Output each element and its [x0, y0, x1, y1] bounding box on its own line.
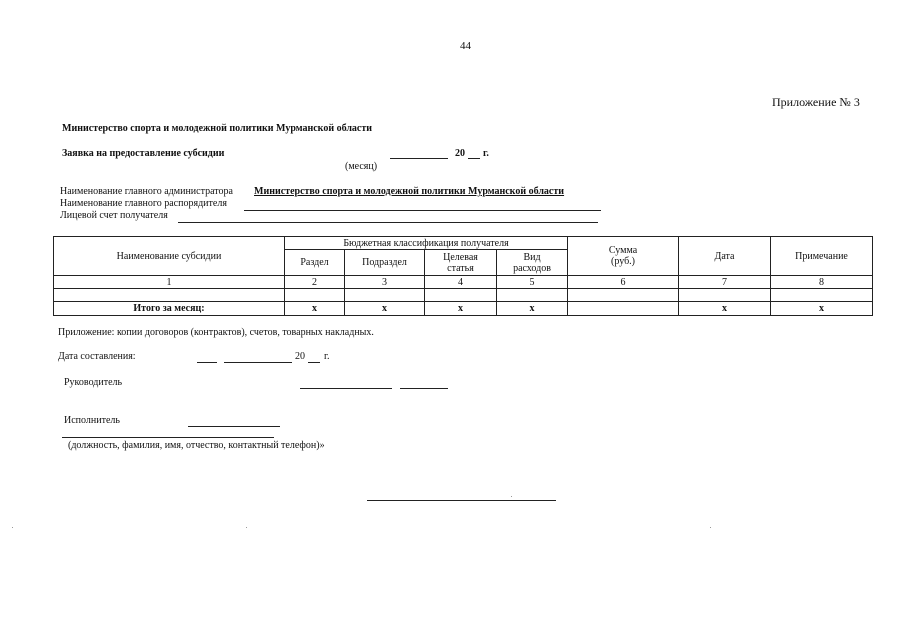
head-name-line: [400, 388, 448, 389]
head-signature-line: [300, 388, 392, 389]
col-target-header: Целевая статья: [425, 250, 497, 276]
compiled-year-blank: [308, 362, 320, 363]
col-date-header: Дата: [679, 237, 771, 276]
col-number: 2: [285, 276, 345, 289]
table-cell[interactable]: [345, 289, 425, 302]
executor-label: Исполнитель: [64, 415, 120, 426]
table-cell[interactable]: [425, 289, 497, 302]
compiled-day-line: [197, 362, 217, 363]
executor-signature-line: [188, 426, 280, 427]
request-year-blank: [468, 158, 480, 159]
table-cell[interactable]: [285, 289, 345, 302]
head-label: Руководитель: [64, 377, 123, 388]
col-number: 1: [54, 276, 285, 289]
col-section-header: Раздел: [285, 250, 345, 276]
chief-admin-label: Наименование главного администратора: [60, 186, 233, 197]
col-number: 6: [568, 276, 679, 289]
col-budget-group-header: Бюджетная классификация получателя: [285, 237, 568, 250]
compiled-month-line: [224, 362, 292, 363]
col-sum-header: Сумма (руб.): [568, 237, 679, 276]
executor-details-line: [62, 437, 274, 438]
request-title: Заявка на предоставление субсидии: [62, 148, 225, 159]
account-label: Лицевой счет получателя: [60, 210, 168, 221]
total-label: Итого за месяц:: [54, 302, 285, 316]
closing-separator-line: [367, 500, 556, 501]
table-cell[interactable]: [54, 289, 285, 302]
scan-speck: [12, 527, 13, 528]
col-note-header: Примечание: [771, 237, 873, 276]
month-caption: (месяц): [345, 161, 378, 172]
appendix-label: Приложение № 3: [772, 95, 860, 109]
chief-manager-line: [244, 210, 601, 211]
column-number-row: [54, 276, 873, 289]
scan-speck: [511, 496, 512, 497]
table-cell[interactable]: [679, 289, 771, 302]
table-cell[interactable]: [568, 289, 679, 302]
total-mark: x: [345, 302, 425, 316]
total-mark: x: [285, 302, 345, 316]
col-number: 4: [425, 276, 497, 289]
table-row: [54, 289, 873, 302]
total-mark: x: [771, 302, 873, 316]
total-mark: x: [425, 302, 497, 316]
chief-admin-value: Министерство спорта и молодежной политики Мурманской области: [254, 186, 565, 197]
compiled-date-label: Дата составления:: [58, 351, 136, 362]
table-cell[interactable]: [497, 289, 568, 302]
total-mark: x: [497, 302, 568, 316]
request-year-suffix: г.: [483, 148, 489, 159]
compiled-year-prefix: 20: [295, 351, 305, 362]
attachment-note: Приложение: копии договоров (контрактов), счетов, товарных накладных.: [58, 327, 374, 338]
executor-caption: (должность, фамилия, имя, отчество, контактный телефон)»: [68, 440, 325, 451]
account-line: [178, 222, 598, 223]
col-number: 7: [679, 276, 771, 289]
month-blank-line: [390, 158, 448, 159]
col-number: 3: [345, 276, 425, 289]
col-number: 8: [771, 276, 873, 289]
page-number: 44: [460, 40, 471, 52]
ministry-title: Министерство спорта и молодежной политики Мурманской области: [62, 123, 373, 134]
col-type-header: Вид расходов: [497, 250, 568, 276]
compiled-year-suffix: г.: [324, 351, 330, 362]
scan-speck: [246, 527, 247, 528]
request-year-prefix: 20: [455, 148, 465, 159]
scan-speck: [710, 527, 711, 528]
total-sum-cell[interactable]: [568, 302, 679, 316]
col-number: 5: [497, 276, 568, 289]
total-row: [54, 302, 873, 316]
total-mark: x: [679, 302, 771, 316]
table-cell[interactable]: [771, 289, 873, 302]
subsidy-table: [53, 236, 873, 316]
col-subsection-header: Подраздел: [345, 250, 425, 276]
chief-manager-label: Наименование главного распорядителя: [60, 198, 227, 209]
col-subsidy-header: Наименование субсидии: [54, 237, 285, 276]
